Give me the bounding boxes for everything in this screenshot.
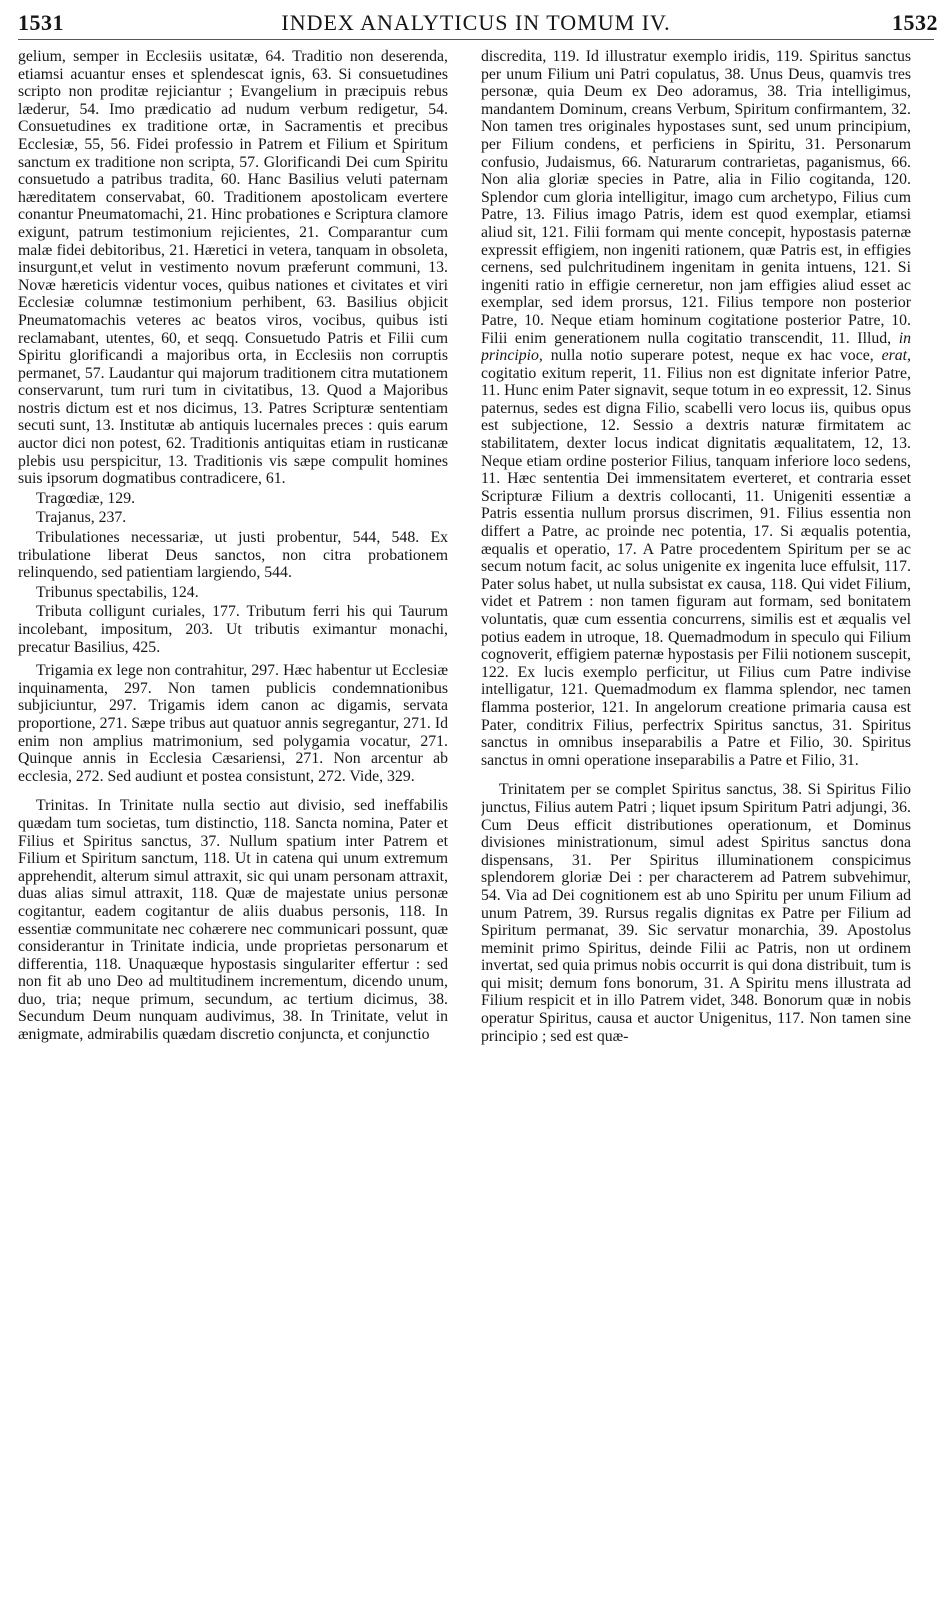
index-entry-trinitas: Trinitas. In Trinitate nulla sectio aut divisio, sed ineffabilis quædam tum societas, tum distinctio, 118. Sancta nomina, Pater et Filius et Spiritus sanctus, 37. Nullum spatium inter Patrem et Filium et Spiritum sanctum, 118. Ut in catena qui unum extremum apprehendit, alterum simul attraxit, sic qui unam personam attraxit, duas alias simul attraxit, 118. Quæ de majestate unius personæ cogitantur, eadem cogitantur de aliis duabus personis, 118. In essentiæ communitate nec cohærere nec communicari possunt, quæ considerantur in Trinitate indicia, unde proprietas personarum et differentia, 118. Unaquæque hypostasis singulariter effertur : sed non fit ab uno Deo ad multitudinem incrementum, dicendo unum, duo, tria; neque primum, secundum, ac tertium dicimus, 38. Secundum Deum nunquam audivimus, 38. In Trinitate, velut in ænigmate, admirabilis quædam discretio conjuncta, et conjunctio [18,797,448,1044]
header-divider [18,39,934,40]
left-page-number: 1531 [18,10,64,35]
italic-phrase-in-principio: in principio, [481,329,911,365]
index-entry-traditio-continued: gelium, semper in Ecclesiis usitatæ, 64. Traditio non deserenda, etiamsi acuantur enses et splendescat ignis, 63. Si consuetudines scripto non proditæ rejiciantur ; Evangelium in præcipuis rebus læderur, 54. Imo prædicatio ad nudum verbum redigetur, 54. Consuetudines ex traditione ortæ, in Sacramentis et precibus Ecclesiæ, 55, 56. Fidei professio in Patrem et Filium et Spiritum sanctum ex traditione non scripta, 57. Glorificandi Dei cum Spiritu consuetudo a patribus tradita, 60. Hanc Basilius veluti paternam hæreditatem conservabat, 60. Traditionem apostolicam evertere conantur Pneumatomachi, 21. Hinc probationes e Scriptura clamore exigunt, patrum testimonium rejicientes, 21. Comparantur cum malæ fidei debitoribus, 21. Hæretici in vetera, tanquam in obsoleta, insurgunt,et velut in vestimento novum præferunt communi, 13. Novæ hæreticis videntur voces, quibus nationes et civitates et viri Ecclesiæ columnæ testimonium perhibent, 63. Basilius objicit Pneumatomachis veteres ac beatos viros, vocibus, quibus isti reclamabant, utentes, 60, et seqq. Consuetudo Patris et Filii cum Spiritu glorificandi a majoribus orta, in Ecclesiis non corruptis permanet, 57. Laudantur qui majorum traditionem citra mutationem conservarunt, tum ruri tum in civitatibus, 13. Quod a Majoribus nostris dictum est et nos dicimus, 13. Patres Scripturæ sententiam secuti sunt, 13. Institutæ ab antiquis lucernales preces : quis earum auctor dici non potest, 62. Traditionis antiquitas etiam in rusticanæ plebis usu perspicitur, 13. Traditionis vis sæpe compulit homines suis ipsorum dogmatibus contradicere, 61. [18,48,448,488]
entry-text-segment: nulla notio superare potest, neque ex hac voce, [550,347,874,365]
left-column [18,48,448,1603]
right-page-number: 1532 [892,10,938,35]
index-entry-tribulationes: Tribulationes necessariæ, ut justi probentur, 544, 548. Ex tribulatione liberat Deus sanctos, non citra probationem relinquendo, sed patientiam largiendo, 544. [18,529,448,582]
index-entry-tragoediae: Tragœdiæ, 129. [36,489,136,507]
index-entry-trinitas-continued [481,48,911,769]
entry-text-segment: cogitatio exitum reperit, 11. Filius non est dignitate inferior Patre, 11. Hunc enim Pater signavit, seque totum in eo expressit, 12. Sinus paternus, sedes est digna Filio, scabelli vero locus iis, quibus opus est subjectione, 12. Sessio a dextris naturæ firmitatem ac stabilitatem, dexter locus indicat dignitatis æqualitatem, 12, 13. Neque etiam ordine posterior Filius, tanquam inferiore loco sedens, 11. Hæc sententia Dei immensitatem everteret, et contraria esset Scripturæ Filium a dextris collocanti, 11. Unigeniti essentiæ a Patris essentia nullum prorsus discrimen, 91. Filius essentia non differt a Patre, ac proinde nec potentia, 17. Si æqualis potentia, æqualis et operatio, 17. A Patre procedentem Spiritum per se ac secum notum facit, ac solus unigenite ex ingenita luce effulsit, 117. Pater solus habet, ut nulla subsistat ex causa, 118. Qui videt Filium, videt et Patrem : non tamen figuram aut formam, sed bonitatem voluntatis, quæ cum essentia concurrens, similis est et æqualis vel potius eadem in utroque, 18. Quemadmodum in speculo qui Filium cognoverit, effigiem paternæ hypostasis per Filii notionem suscepit, 122. Ex lucis exemplo perficitur, ut Filius cum Patre indivise intelligatur, 121. Quemadmodum ex flamma splendor, nec tamen flamma posterior, 121. In angelorum creatione primaria causa est Pater, conditrix Filius, perfectrix Spiritus sanctus, 31. Spiritus sanctus in omnibus inseparabilis a Patre et Filio, 30. Spiritus sanctus in omni operatione inseparabilis a Patre et Filio, 31. [481,364,911,769]
index-entry-trinitatem-spiritus: Trinitatem per se complet Spiritus sanctus, 38. Si Spiritus Filio junctus, Filius autem Patri ; liquet ipsum Spiritum Patri adjungi, 36. Cum Deus efficit distributiones operationum, et Dominus divisiones ministrationum, simul adest Spiritus sanctus dona dispensans, 31. Per Spiritus illuminationem conspicimus splendorem gloriæ Dei : per characterem ad Patrem subvehimur, 54. Via ad Dei cognitionem est ab uno Spiritu per unum Filium ad unum Patrem, 39. Rursus regalis dignitas ex Patre per Filium ad Spiritum permanat, 39. Sic servatur monarchia, 39. Apostolus meminit primo Spiritus, deinde Filii ac Patris, non ut ordinem invertat, sed quia primus nobis occurrit is qui dona distribuit, tum is qui misit; demum fons bonorum, 31. A Spiritu mens illustrata ad Filium respicit et in illo Patrem videt, 348. Bonorum quæ in nobis operatur Spiritus, causa et auctor Unigenitus, 117. Non tamen sine principio ; sed est quæ- [481,781,911,1045]
right-column [481,48,911,1603]
index-entry-tributa: Tributa colligunt curiales, 177. Tributum ferri his qui Taurum incolebant, impositum, 203. Ut tributis eximantur monachi, precatur Basilius, 425. [18,603,448,656]
entry-text-segment: discredita, 119. Id illustratur exemplo iridis, 119. Spiritus sanctus per unum Filium uni Patri copulatus, 38. Unus Deus, quamvis tres personæ, quia Deum ex Deo adoramus, 38. Tria intelligimus, mandantem Dominum, creans Verbum, Spiritum confirmantem, 32. Non tamen tres originales hypostases sunt, sed unum principium, per Filium condens, et perficiens in Spiritu, 31. Personarum confusio, Judaismus, 66. Naturarum contrarietas, paganismus, 66. Non alia gloriæ species in Patre, alia in Filio cogitanda, 120. Splendor cum gloria intelligitur, imago cum archetypo, Filius cum Patre, 13. Filius imago Patris, idem est quod exemplar, etiamsi aliud sit, 121. Filii formam qui mente concepit, hypostasis paternæ expressit effigiem, non ingeniti rationem, quæ Patris est, in effigies cernens, sed pulchritudinem ingenitam in genita intuens, 121. Si ingeniti ratio in effigie cerneretur, non jam effigies aliud esset ac exemplar, sed idem prorsus, 121. Filius tempore non posterior Patre, 10. Neque etiam hominum cogitatione posterior Patre, 10. Filii enim generationem nulla cogitatio transcendit, 11. Illud, [481,48,911,347]
index-entry-tribunus: Tribunus spectabilis, 124. [36,583,199,601]
italic-word-erat: erat, [881,347,911,365]
page-header [0,0,952,44]
index-entry-trajanus: Trajanus, 237. [36,509,127,527]
index-entry-trigamia: Trigamia ex lege non contrahitur, 297. Hæc habentur ut Ecclesiæ inquinamenta, 297. Non tamen publicis condemnationibus subjiciuntur, 297. Trigamis idem canon ac digamis, servata proportione, 271. Sæpe tribus aut quatuor annis segregantur, 271. Id enim non amplius matrimonium, sed polygamia vocatur, 271. Quinque annis in Ecclesia Cæsariensi, 271. Non arcentur ab ecclesia, 272. Sed audiunt et postea consistunt, 272. Vide, 329. [18,662,448,785]
running-title: INDEX ANALYTICUS IN TOMUM IV. [281,10,671,35]
